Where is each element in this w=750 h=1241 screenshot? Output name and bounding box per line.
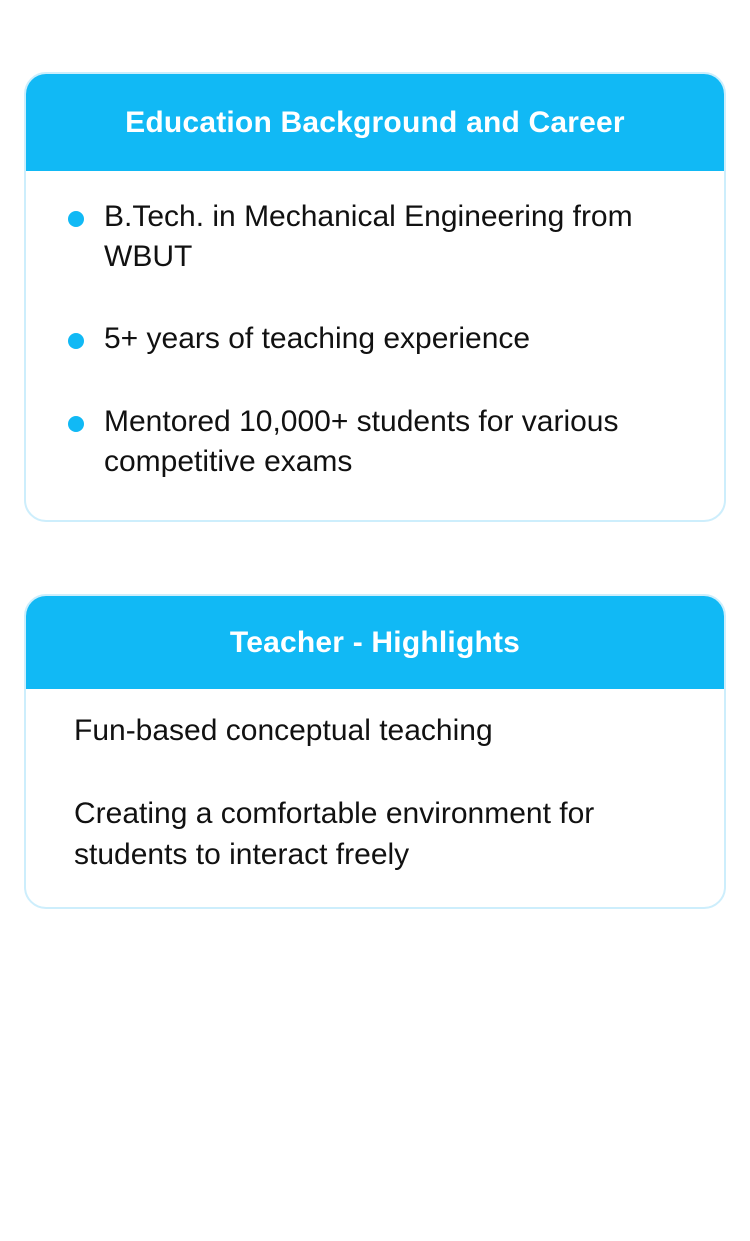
card-body-education bbox=[26, 171, 724, 520]
card-body-highlights bbox=[26, 689, 724, 907]
list-item bbox=[56, 319, 694, 359]
bullet-dot-icon bbox=[68, 333, 84, 349]
highlights-list bbox=[56, 711, 694, 875]
card-education-background bbox=[24, 72, 726, 522]
card-title-highlights: Teacher - Highlights bbox=[26, 596, 724, 689]
education-bullet-list bbox=[56, 197, 694, 482]
card-title-education: Education Background and Career bbox=[26, 74, 724, 171]
list-item bbox=[56, 402, 694, 482]
list-item bbox=[56, 197, 694, 277]
card-teacher-highlights bbox=[24, 594, 726, 909]
list-item-text: Mentored 10,000+ students for various competitive exams bbox=[104, 404, 619, 478]
list-item-text: B.Tech. in Mechanical Engineering from WBUT bbox=[104, 200, 633, 274]
bullet-dot-icon bbox=[68, 416, 84, 432]
bullet-dot-icon bbox=[68, 211, 84, 227]
list-item-text: 5+ years of teaching experience bbox=[104, 322, 531, 356]
list-item: Fun-based conceptual teaching bbox=[74, 713, 493, 747]
list-item: Creating a comfortable environment for students to interact freely bbox=[74, 796, 595, 871]
